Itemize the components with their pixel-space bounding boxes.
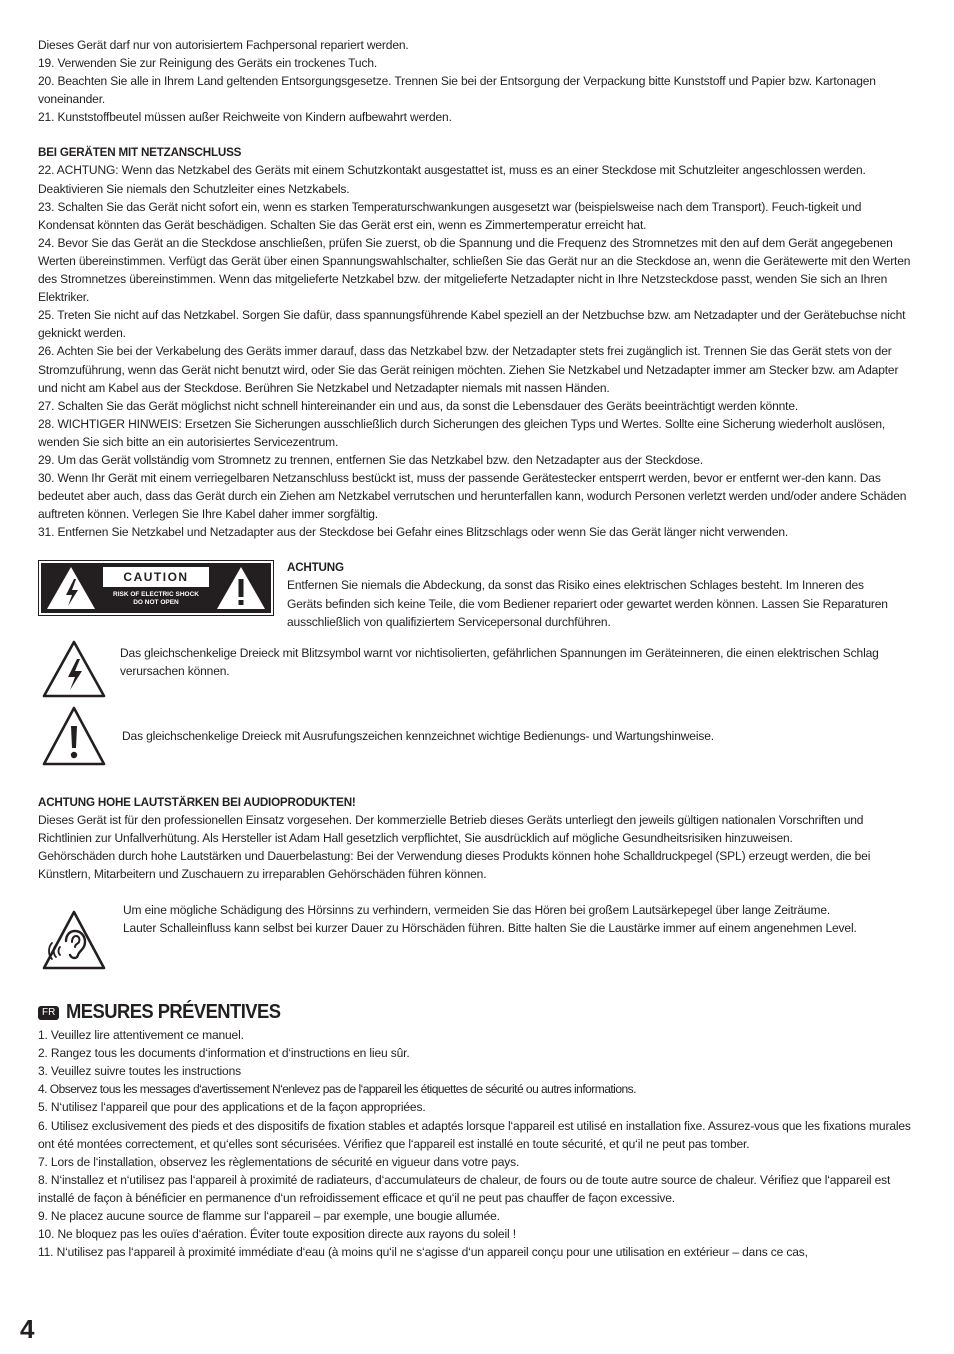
top-item: 19. Verwenden Sie zur Reinigung des Geräts ein trockenes Tuch. — [38, 56, 378, 71]
audio-para: Dieses Gerät ist für den professionellen Einsatz vorgesehen. Der kommerzielle Betrieb dieses Geräts unterliegt den jeweils gültigen nationalen Vorschriften und Richtlinien zur Unfallverhütung. Als Hersteller ist Adam Hall gesetzlich verpflichtet, Sie ausdrücklich auf mögliche Gesundheitsrisiken hinzuweisen. — [38, 812, 864, 845]
netz-item: 25. Treten Sie nicht auf das Netzkabel. Sorgen Sie dafür, dass spannungsführende Kabel speziell an der Netzbuchse bzw. am Netzadapter und der Gerätebuchse nicht geknickt werden. — [38, 308, 906, 341]
netz-item: 28. WICHTIGER HINWEIS: Ersetzen Sie Sicherungen ausschließlich durch Sicherungen des gleichen Typs und Wertes. Sollte eine Sicherung wiederholt auslösen, wenden Sie sich bitte an ein autorisiertes Servicezentrum. — [38, 416, 886, 449]
top-items — [38, 36, 918, 126]
page-number: 4 — [20, 1314, 34, 1344]
caution-label-graphic — [38, 560, 274, 616]
fr-item: 1. Veuillez lire attentivement ce manuel. — [38, 1028, 244, 1043]
audio-section — [38, 793, 918, 883]
exclamation-warning-icon — [215, 565, 267, 611]
fr-section-title — [38, 1001, 918, 1024]
caution-sub-open: DO NOT OPEN — [133, 599, 179, 607]
caution-word: CAUTION — [103, 567, 209, 587]
fr-item: 7. Lors de l‘installation, observez les règlementations de sécurité en vigueur dans votre pays. — [38, 1154, 520, 1169]
netz-item: 23. Schalten Sie das Gerät nicht sofort ein, wenn es starken Temperaturschwankungen ausgesetzt war (beispielsweise nach dem Transport). Feuch-tigkeit und Kondensat könnten das Gerät beschädigen. Schalten Sie das Gerät erst ein, wenn es Zimmertemperatur erreicht hat. — [38, 199, 862, 232]
page-content — [38, 36, 918, 1261]
fr-items — [38, 1026, 918, 1261]
netz-item: 27. Schalten Sie das Gerät möglichst nicht schnell hintereinander ein und aus, da sonst die Lebensdauer des Geräts beeinträchtigt werden könnte. — [38, 398, 799, 413]
hearing-warning-icon — [41, 909, 107, 971]
caution-description — [287, 558, 899, 630]
ear-para: Lauter Schalleinfluss kann selbst bei kurzer Dauer zu Hörschäden führen. Bitte halten Sie die Laustärke immer auf einem angenehmen Level. — [123, 921, 857, 936]
fr-item: 8. N‘installez et n‘utilisez pas l‘appareil à proximité de radiateurs, d‘accumulateurs de chaleur, de fours ou de toute autre source de chaleur. Vérifiez que l‘appareil est installé de façon à bénéficier en permanence d‘un refroidissement efficace et qu‘il ne peut pas chauffer de façon excessive. — [38, 1172, 891, 1205]
top-item: 20. Beachten Sie alle in Ihrem Land geltenden Entsorgungsgesetze. Trennen Sie bei der Entsorgung der Verpackung bitte Kunststoff und Papier bzw. Kartonagen voneinander. — [38, 74, 876, 107]
audio-heading: ACHTUNG HOHE LAUTSTÄRKEN BEI AUDIOPRODUKTEN! — [38, 794, 356, 809]
caution-body: Entfernen Sie niemals die Abdeckung, da sonst das Risiko eines elektrischen Schlages besteht. Im Inneren des Geräts befinden sich keine Teile, die vom Bediener repariert oder gewartet werden können. Lassen Sie Reparaturen ausschließlich von qualifiziertem Servicepersonal durchführen. — [287, 578, 888, 629]
audio-para: Gehörschäden durch hohe Lautstärken und Dauerbelastung: Bei der Verwendung dieses Produkts können hohe Schalldruckpegel (SPL) erzeugt werden, die bei Künstlern, Mitarbeitern und Zuschauern zu irreparablen Gehörschäden führen können. — [38, 848, 871, 881]
netz-item: 29. Um das Gerät vollständig vom Stromnetz zu trennen, entfernen Sie das Netzkabel bzw. den Netzadapter aus der Steckdose. — [38, 452, 704, 467]
fr-item: 5. N‘utilisez l‘appareil que pour des applications et de la façon appropriées. — [38, 1100, 426, 1115]
fr-item: 3. Veuillez suivre toutes les instructions — [38, 1064, 241, 1079]
netz-item: 31. Entfernen Sie Netzkabel und Netzadapter aus der Steckdose bei Gefahr eines Blitzschlags oder wenn Sie das Gerät länger nicht verwenden. — [38, 525, 789, 540]
section-heading: MESURES PRÉVENTIVES — [66, 1001, 281, 1024]
fr-item: 10. Ne bloquez pas les ouïes d‘aération. Éviter toute exposition directe aux rayons du soleil ! — [38, 1227, 516, 1242]
lightning-text: Das gleichschenkelige Dreieck mit Blitzsymbol warnt vor nichtisolierten, gefährlichen Spannungen im Geräteinneren, die einen elektrischen Schlag verursachen können. — [120, 645, 879, 678]
exclamation-row — [38, 705, 918, 767]
caution-text-panel — [102, 565, 210, 611]
language-badge: FR — [38, 1006, 59, 1020]
ear-row — [38, 901, 918, 971]
netz-item: 26. Achten Sie bei der Verkabelung des Geräts immer darauf, dass das Netzkabel bzw. der Netzadapter stets frei zugänglich ist. Trennen Sie das Gerät stets von der Stromzuführung, wenn das Gerät nicht benutzt wird, oder Sie das Gerät reinigen möchten. Ziehen Sie Netzkabel und Netzadapter immer am Stecker bzw. am Adapter und nicht am Kabel aus der Steckdose. Berühren Sie Netzkabel und Netzadapter niemals mit nassen Händen. — [38, 344, 899, 395]
lightning-row — [38, 639, 918, 699]
caution-row — [38, 560, 918, 630]
fr-item: 11. N‘utilisez pas l‘appareil à proximité immédiate d‘eau (à moins qu‘il ne s‘agisse d‘un appareil conçu pour une utilisation en extérieur – dans ce cas, — [38, 1245, 808, 1260]
top-item: 21. Kunststoffbeutel müssen außer Reichweite von Kindern aufbewahrt werden. — [38, 110, 452, 125]
netz-item: 24. Bevor Sie das Gerät an die Steckdose anschließen, prüfen Sie zuerst, ob die Spannung und die Frequenz des Stromnetzes mit den auf dem Gerät angegebenen Werten übereinstimmen. Verfügt das Gerät über einen Spannungswahlschalter, schließen Sie das Gerät nur an die Steckdose an, wenn die Gerätewerte mit den Werten des Stromnetzes übereinstimmen. Wenn das mitgelieferte Netzkabel bzw. der mitgelieferte Netzadapter nicht in Ihre Netzsteckdose passt, wenden Sie sich an Ihren Elektriker. — [38, 235, 911, 305]
caution-heading: ACHTUNG — [287, 560, 344, 575]
exclamation-triangle-icon — [41, 705, 107, 767]
caution-sub-risk: RISK OF ELECTRIC SHOCK — [113, 591, 199, 599]
netz-heading: BEI GERÄTEN MIT NETZANSCHLUSS — [38, 145, 242, 160]
netz-item: 22. ACHTUNG: Wenn das Netzkabel des Geräts mit einem Schutzkontakt ausgestattet ist, muss es an einer Steckdose mit Schutzleiter angeschlossen werden. Deaktivieren Sie niemals den Schutzleiter eines Netzkabels. — [38, 163, 866, 196]
fr-item: 4. Observez tous les messages d‘avertissement N‘enlevez pas de l‘appareil les étiquettes de sécurité ou autres informations. — [38, 1082, 636, 1097]
ear-para: Um eine mögliche Schädigung des Hörsinns zu verhindern, vermeiden Sie das Hören bei großem Lautsärkepegel über lange Zeiträume. — [123, 903, 831, 918]
exclamation-text: Das gleichschenkelige Dreieck mit Ausrufungszeichen kennzeichnet wichtige Bedienungs- und Wartungshinweise. — [122, 728, 714, 743]
top-item: Dieses Gerät darf nur von autorisiertem Fachpersonal repariert werden. — [38, 38, 409, 52]
fr-item: 2. Rangez tous les documents d‘information et d‘instructions en lieu sûr. — [38, 1046, 410, 1061]
lightning-warning-icon — [45, 565, 97, 611]
fr-item: 9. Ne placez aucune source de flamme sur l‘appareil – par exemple, une bougie allumée. — [38, 1209, 500, 1224]
ear-text — [123, 901, 870, 937]
netz-section — [38, 143, 918, 541]
netz-item: 30. Wenn Ihr Gerät mit einem verriegelbaren Netzanschluss bestückt ist, muss der passende Gerätestecker entsperrt werden, bevor er entfernt wer-den kann. Das bedeutet aber auch, dass das Gerät durch ein Ziehen am Netzkabel verrutschen und herunterfallen kann, wodurch Personen verletzt werden und/oder andere Schäden auftreten können. Verlegen Sie Ihre Kabel daher immer sorgfältig. — [38, 471, 907, 522]
lightning-triangle-icon — [41, 639, 107, 699]
fr-item: 6. Utilisez exclusivement des pieds et des dispositifs de fixation stables et adaptés lorsque l‘appareil est utilisé en installation fixe. Assurez-vous que les fixations murales ont été montées correctement, et qu‘elles sont sécurisées. Vérifiez que l‘appareil est installé en toute sécurité, et qu‘il ne peut pas tomber. — [38, 1118, 911, 1151]
